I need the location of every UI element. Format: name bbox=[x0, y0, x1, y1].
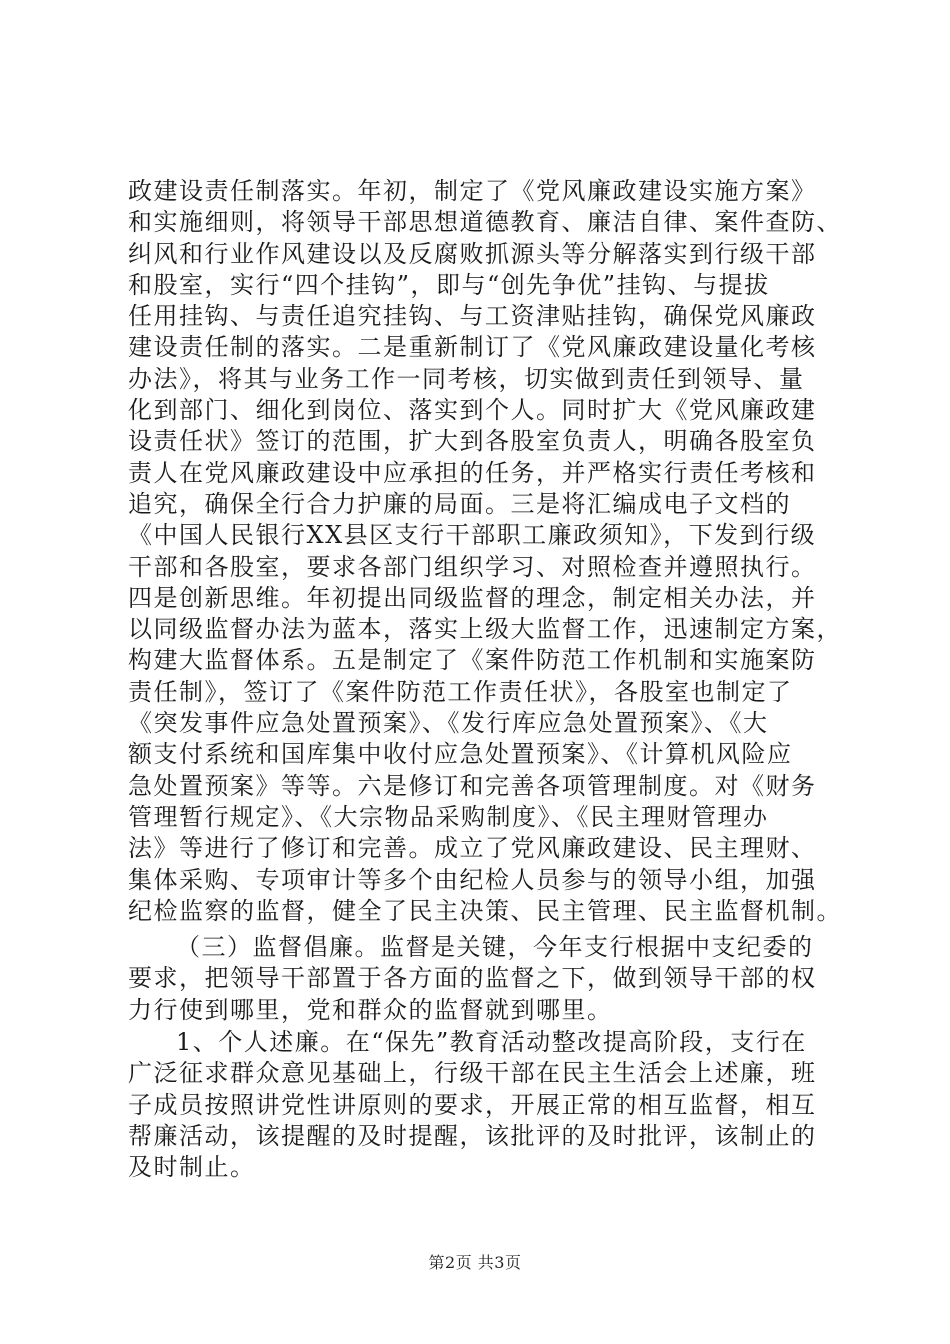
text-line: 帮廉活动，该提醒的及时提醒，该批评的及时批评，该制止的 bbox=[128, 1121, 817, 1150]
body-paragraph-1 bbox=[128, 176, 848, 927]
text-line: 任用挂钩、与责任追究挂钩、与工资津贴挂钩，确保党风廉政 bbox=[128, 302, 817, 331]
text-line: 法》等进行了修订和完善。成立了党风廉政建设、民主理财、 bbox=[128, 834, 817, 863]
text-line: 额支付系统和国库集中收付应急处置预案》、《计算机风险应 bbox=[128, 740, 793, 769]
text-line: 子成员按照讲党性讲原则的要求，开展正常的相互监督，相互 bbox=[128, 1090, 817, 1119]
text-line: 和股室，实行“四个挂钩”，即与“创先争优”挂钩、与提拔 bbox=[128, 270, 770, 299]
text-line: 以同级监督办法为蓝本，落实上级大监督工作，迅速制定方案， bbox=[128, 615, 842, 644]
text-line: 建设责任制的落实。二是重新制订了《党风廉政建设量化考核 bbox=[128, 333, 817, 362]
text-line: 广泛征求群众意见基础上，行级干部在民主生活会上述廉，班 bbox=[128, 1059, 817, 1088]
text-line: 追究，确保全行合力护廉的局面。三是将汇编成电子文档的 bbox=[128, 489, 791, 518]
text-line: 及时制止。 bbox=[128, 1153, 256, 1182]
text-line: 《中国人民银行XX县区支行干部职工廉政须知》，下发到行级 bbox=[128, 521, 817, 550]
text-line: 和实施细则，将领导干部思想道德教育、廉洁自律、案件查防、 bbox=[128, 208, 842, 237]
text-line: 责人在党风廉政建设中应承担的任务，并严格实行责任考核和 bbox=[128, 458, 817, 487]
text-line: （三）监督倡廉。监督是关键，今年支行根据中支纪委的 bbox=[176, 933, 814, 961]
text-line: 政建设责任制落实。年初，制定了《党风廉政建设实施方案》 bbox=[128, 177, 817, 205]
text-line: 化到部门、细化到岗位、落实到个人。同时扩大《党风廉政建 bbox=[128, 396, 817, 425]
text-line: 力行使到哪里，党和群众的监督就到哪里。 bbox=[128, 995, 613, 1024]
text-line: 责任制》，签订了《案件防范工作责任状》，各股室也制定了 bbox=[128, 677, 793, 706]
text-line: 构建大监督体系。五是制定了《案件防范工作机制和实施案防 bbox=[128, 646, 817, 675]
text-line: 要求，把领导干部置于各方面的监督之下，做到领导干部的权 bbox=[128, 964, 817, 993]
text-line: 管理暂行规定》、《大宗物品采购制度》、《民主理财管理办 bbox=[128, 802, 769, 831]
text-line: 急处置预案》等等。六是修订和完善各项管理制度。对《财务 bbox=[128, 771, 817, 800]
text-line: 1、个人述廉。在“保先”教育活动整改提高阶段，支行在 bbox=[176, 1028, 807, 1056]
body-paragraph-3 bbox=[128, 1027, 848, 1183]
text-line: 办法》，将其与业务工作一同考核，切实做到责任到领导、量 bbox=[128, 364, 805, 393]
page-footer: 第2页 共3页 bbox=[428, 1253, 522, 1272]
body-paragraph-2 bbox=[128, 932, 848, 1026]
text-line: 干部和各股室，要求各部门组织学习、对照检查并遵照执行。 bbox=[128, 552, 817, 581]
text-line: 《突发事件应急处置预案》、《发行库应急处置预案》、《大 bbox=[128, 709, 769, 738]
text-line: 设责任状》签订的范围，扩大到各股室负责人，明确各股室负 bbox=[128, 427, 817, 456]
text-line: 纪检监察的监督，健全了民主决策、民主管理、民主监督机制。 bbox=[128, 896, 842, 925]
text-line: 集体采购、专项审计等多个由纪检人员参与的领导小组，加强 bbox=[128, 865, 817, 894]
text-line: 纠风和行业作风建设以及反腐败抓源头等分解落实到行级干部 bbox=[128, 239, 817, 268]
text-line: 四是创新思维。年初提出同级监督的理念，制定相关办法，并 bbox=[128, 583, 817, 612]
